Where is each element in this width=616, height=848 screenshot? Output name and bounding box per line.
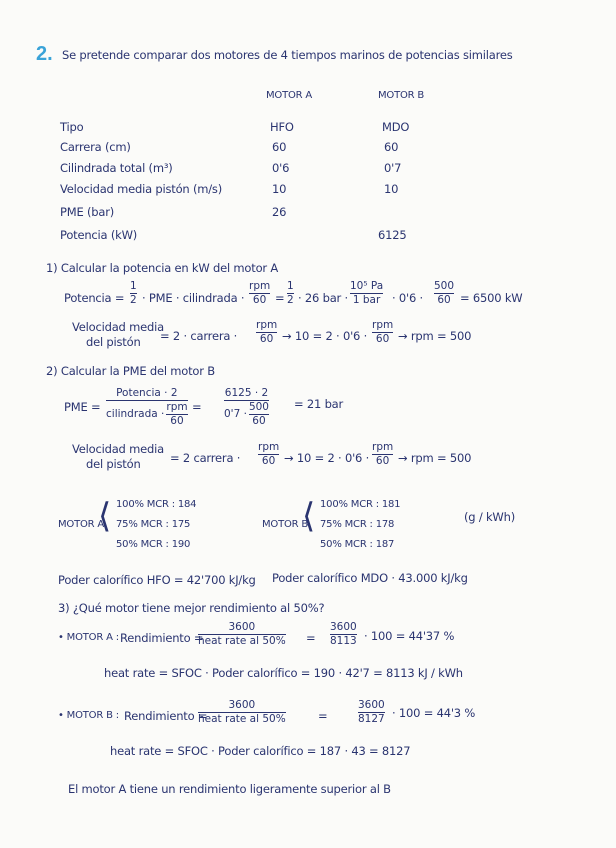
table-header-motor-a: MOTOR A bbox=[266, 90, 313, 101]
motor-b-mcr-100: 100% MCR : 181 bbox=[320, 499, 401, 510]
table-header-motor-b: MOTOR B bbox=[378, 90, 425, 101]
row-value-a: HFO bbox=[270, 120, 294, 134]
row-value-b: MDO bbox=[382, 120, 410, 134]
q2-result: = 21 bar bbox=[294, 397, 344, 411]
q3-heading: 3) ¿Qué motor tiene mejor rendimiento al 50%? bbox=[58, 601, 325, 615]
q3-motor-b-result: · 100 = 44'3 % bbox=[392, 706, 476, 720]
q2-vel-fraction: rpm 60 bbox=[258, 441, 280, 467]
row-value-b: 60 bbox=[384, 140, 399, 154]
q3-motor-a-fraction-2: 3600 8113 bbox=[330, 621, 357, 647]
row-value-b: 0'7 bbox=[384, 161, 402, 175]
q2-vel-result: → rpm = 500 bbox=[398, 451, 472, 465]
motor-b-mcr-75: 75% MCR : 178 bbox=[320, 519, 395, 530]
q2-vel-fraction2: rpm 60 bbox=[372, 441, 394, 467]
q1-vel-eq2: → 10 = 2 · 0'6 · bbox=[282, 329, 368, 343]
calorific-value-hfo: Poder calorífico HFO = 42'700 kJ/kg bbox=[58, 573, 256, 587]
q1-eq-mid3: · 0'6 · bbox=[392, 291, 424, 305]
q1-vel-label-2: del pistón bbox=[86, 335, 141, 349]
q1-eq-mid2: · 26 bar · bbox=[298, 291, 348, 305]
row-value-a: 10 bbox=[272, 182, 287, 196]
q3-motor-b-fraction-2: 3600 8127 bbox=[358, 699, 385, 725]
q3-motor-b-fraction-1: 3600 heat rate al 50% bbox=[198, 699, 286, 725]
q3-motor-b-word: Rendimiento = bbox=[124, 709, 208, 723]
q3-motor-a-label: • MOTOR A : bbox=[58, 632, 119, 643]
row-value-a: 26 bbox=[272, 205, 287, 219]
q1-heading: 1) Calcular la potencia en kW del motor A bbox=[46, 261, 279, 275]
q1-rpm-fraction: rpm 60 bbox=[249, 280, 271, 306]
q1-half-fraction: 1 2 bbox=[130, 280, 137, 306]
q2-equals: = bbox=[192, 400, 202, 414]
q1-equals: = bbox=[275, 291, 285, 305]
q1-vel-fraction2: rpm 60 bbox=[372, 319, 394, 345]
motor-a-label: MOTOR A bbox=[58, 519, 105, 530]
q1-half2-fraction: 1 2 bbox=[287, 280, 294, 306]
row-value-b: 6125 bbox=[378, 228, 407, 242]
q3-motor-b-equals: = bbox=[318, 709, 328, 723]
q1-pa-fraction: 10⁵ Pa 1 bar bbox=[350, 280, 384, 306]
row-label: Cilindrada total (m³) bbox=[60, 161, 173, 175]
q2-vel-eq2: → 10 = 2 · 0'6 · bbox=[284, 451, 370, 465]
row-label: Carrera (cm) bbox=[60, 140, 131, 154]
row-value-b: 10 bbox=[384, 182, 399, 196]
row-value-a: 60 bbox=[272, 140, 287, 154]
q3-motor-a-fraction-1: 3600 heat rate al 50% bbox=[198, 621, 286, 647]
motor-b-label: MOTOR B bbox=[262, 519, 309, 530]
q1-vel-result: → rpm = 500 bbox=[398, 329, 472, 343]
row-value-a: 0'6 bbox=[272, 161, 290, 175]
q1-eq-mid: · PME · cilindrada · bbox=[142, 291, 245, 305]
q3-motor-b-label: • MOTOR B : bbox=[58, 710, 119, 721]
q2-fraction-2: 6125 · 2 0'7 · $\frac{500}{60}$ bbox=[224, 387, 269, 427]
q2-vel-label-2: del pistón bbox=[86, 457, 141, 471]
motor-b-brace: ⟨ bbox=[302, 496, 316, 536]
q1-n-fraction: 500 60 bbox=[434, 280, 455, 306]
row-label: Tipo bbox=[60, 120, 84, 134]
q2-fraction-1: Potencia · 2 cilindrada · $\frac{\text{rpm}}{60}$ bbox=[106, 387, 188, 427]
q1-vel-label-1: Velocidad media bbox=[72, 320, 164, 334]
q3-motor-b-heat-rate: heat rate = SFOC · Poder calorífico = 187 · 43 = 8127 bbox=[110, 744, 411, 758]
q3-motor-a-word: Rendimiento = bbox=[120, 631, 204, 645]
q1-vel-fraction: rpm 60 bbox=[256, 319, 278, 345]
exercise-statement: Se pretende comparar dos motores de 4 tiempos marinos de potencias similares bbox=[62, 48, 513, 62]
row-label: PME (bar) bbox=[60, 205, 115, 219]
conclusion: El motor A tiene un rendimiento ligeramente superior al B bbox=[68, 782, 391, 796]
row-label: Potencia (kW) bbox=[60, 228, 138, 242]
row-label: Velocidad media pistón (m/s) bbox=[60, 182, 222, 196]
q2-vel-eq1: = 2 carrera · bbox=[170, 451, 241, 465]
q2-lhs: PME = bbox=[64, 400, 101, 414]
calorific-value-mdo: Poder calorífico MDO · 43.000 kJ/kg bbox=[272, 571, 468, 585]
q2-heading: 2) Calcular la PME del motor B bbox=[46, 364, 215, 378]
motor-a-mcr-100: 100% MCR : 184 bbox=[116, 499, 197, 510]
q3-motor-a-equals: = bbox=[306, 631, 316, 645]
motor-a-mcr-75: 75% MCR : 175 bbox=[116, 519, 191, 530]
q1-result: = 6500 kW bbox=[460, 291, 523, 305]
q1-eq-lhs: Potencia = bbox=[64, 291, 125, 305]
q2-vel-label-1: Velocidad media bbox=[72, 442, 164, 456]
q3-motor-a-heat-rate: heat rate = SFOC · Poder calorífico = 190 · 42'7 = 8113 kJ / kWh bbox=[104, 666, 463, 680]
motor-a-brace: ⟨ bbox=[98, 496, 112, 536]
exercise-number: 2. bbox=[36, 43, 53, 65]
motor-b-mcr-50: 50% MCR : 187 bbox=[320, 539, 395, 550]
consumption-unit: (g / kWh) bbox=[464, 510, 515, 524]
q1-vel-eq1: = 2 · carrera · bbox=[160, 329, 238, 343]
q3-motor-a-result: · 100 = 44'37 % bbox=[364, 629, 455, 643]
motor-a-mcr-50: 50% MCR : 190 bbox=[116, 539, 191, 550]
